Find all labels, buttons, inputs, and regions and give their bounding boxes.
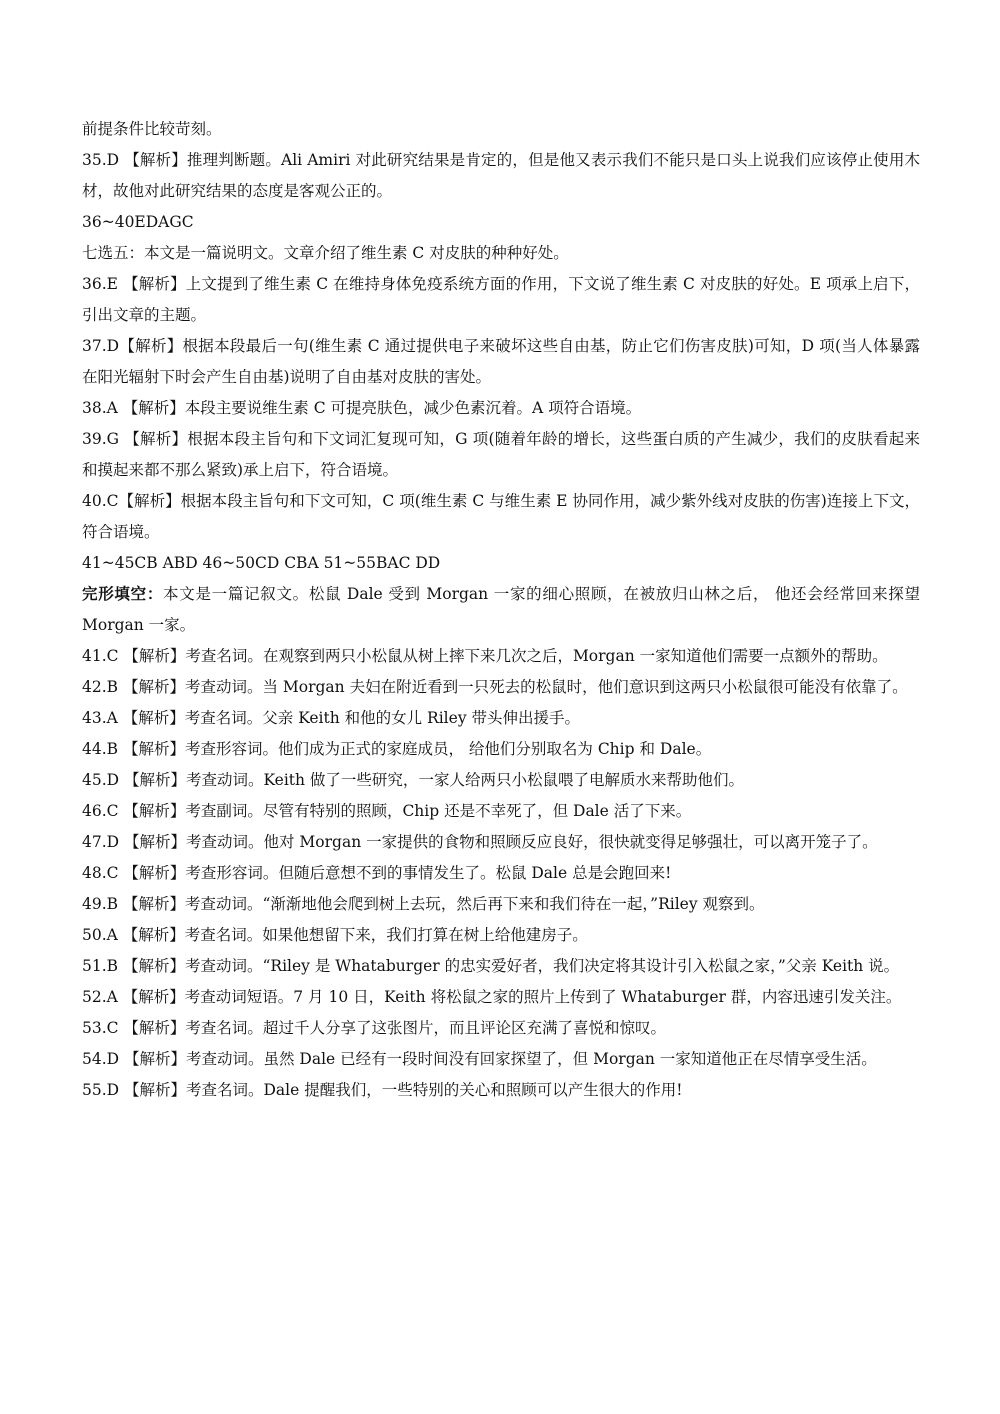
cloze-intro-text: 本文是一篇记叙文。松鼠 Dale 受到 Morgan 一家的细心照顾，在被放归山林之后， 他还会经常回来探望 Morgan 一家。 <box>82 585 920 634</box>
section-intro-seven-choose-five: 七选五：本文是一篇说明文。文章介绍了维生素 C 对皮肤的种种好处。 <box>82 244 569 262</box>
answer-46: 46.C 【解析】考查副词。尽管有特别的照顾，Chip 还是不幸死了，但 Dale 活了下来。 <box>82 802 692 820</box>
answer-41: 41.C 【解析】考查名词。在观察到两只小松鼠从树上摔下来几次之后，Morgan 一家知道他们需要一点额外的帮助。 <box>82 647 888 665</box>
answer-35: 35.D 【解析】推理判断题。Ali Amiri 对此研究结果是肯定的，但是他又表示我们不能只是口头上说我们应该停止使用木材，故他对此研究结果的态度是客观公正的。 <box>82 151 920 200</box>
answer-48: 48.C 【解析】考查形容词。但随后意想不到的事情发生了。松鼠 Dale 总是会跑回来! <box>82 864 672 882</box>
cloze-label: 完形填空： <box>82 585 164 603</box>
answer-52: 52.A 【解析】考查动词短语。7 月 10 日，Keith 将松鼠之家的照片上传到了 Whataburger 群，内容迅速引发关注。 <box>82 988 902 1006</box>
answer-37: 37.D【解析】根据本段最后一句(维生素 C 通过提供电子来破坏这些自由基，防止它们伤害皮肤)可知，D 项(当人体暴露在阳光辐射下时会产生自由基)说明了自由基对皮肤的害处。 <box>82 337 920 386</box>
answer-38: 38.A 【解析】本段主要说维生素 C 可提亮肤色，减少色素沉着。A 项符合语境。 <box>82 399 642 417</box>
section-intro-cloze <box>82 579 920 641</box>
text-line: 前提条件比较苛刻。 <box>82 120 222 138</box>
answer-53: 53.C 【解析】考查名词。超过千人分享了这张图片，而且评论区充满了喜悦和惊叹。 <box>82 1019 666 1037</box>
answer-50: 50.A 【解析】考查名词。如果他想留下来，我们打算在树上给他建房子。 <box>82 926 588 944</box>
answer-47: 47.D 【解析】考查动词。他对 Morgan 一家提供的食物和照顾反应良好，很快就变得足够强壮，可以离开笼子了。 <box>82 833 878 851</box>
answer-39: 39.G 【解析】根据本段主旨句和下文词汇复现可知，G 项(随着年龄的增长，这些蛋白质的产生减少，我们的皮肤看起来和摸起来都不那么紧致)承上启下，符合语境。 <box>82 430 920 479</box>
answer-45: 45.D 【解析】考查动词。Keith 做了一些研究，一家人给两只小松鼠喂了电解质水来帮助他们。 <box>82 771 744 789</box>
answer-40: 40.C【解析】根据本段主旨句和下文可知，C 项(维生素 C 与维生素 E 协同作用，减少紫外线对皮肤的伤害)连接上下文，符合语境。 <box>82 492 920 541</box>
answer-49: 49.B 【解析】考查动词。“渐渐地他会爬到树上去玩，然后再下来和我们待在一起，”Riley 观察到。 <box>82 895 765 913</box>
answer-key-page <box>82 114 920 1106</box>
answer-range-36-40: 36~40EDAGC <box>82 213 194 231</box>
answer-range-41-55: 41~45CB ABD 46~50CD CBA 51~55BAC DD <box>82 554 441 572</box>
answer-54: 54.D 【解析】考查动词。虽然 Dale 已经有一段时间没有回家探望了，但 Morgan 一家知道他正在尽情享受生活。 <box>82 1050 877 1068</box>
answer-44: 44.B 【解析】考查形容词。他们成为正式的家庭成员， 给他们分别取名为 Chip 和 Dale。 <box>82 740 712 758</box>
answer-55: 55.D 【解析】考查名词。Dale 提醒我们，一些特别的关心和照顾可以产生很大的作用! <box>82 1081 683 1099</box>
answer-43: 43.A 【解析】考查名词。父亲 Keith 和他的女儿 Riley 带头伸出援手。 <box>82 709 580 727</box>
answer-36: 36.E 【解析】上文提到了维生素 C 在维持身体免疫系统方面的作用，下文说了维生素 C 对皮肤的好处。E 项承上启下，引出文章的主题。 <box>82 275 920 324</box>
answer-42: 42.B 【解析】考查动词。当 Morgan 夫妇在附近看到一只死去的松鼠时，他们意识到这两只小松鼠很可能没有依靠了。 <box>82 678 908 696</box>
answer-51: 51.B 【解析】考查动词。“Riley 是 Whataburger 的忠实爱好者，我们决定将其设计引入松鼠之家，”父亲 Keith 说。 <box>82 957 900 975</box>
